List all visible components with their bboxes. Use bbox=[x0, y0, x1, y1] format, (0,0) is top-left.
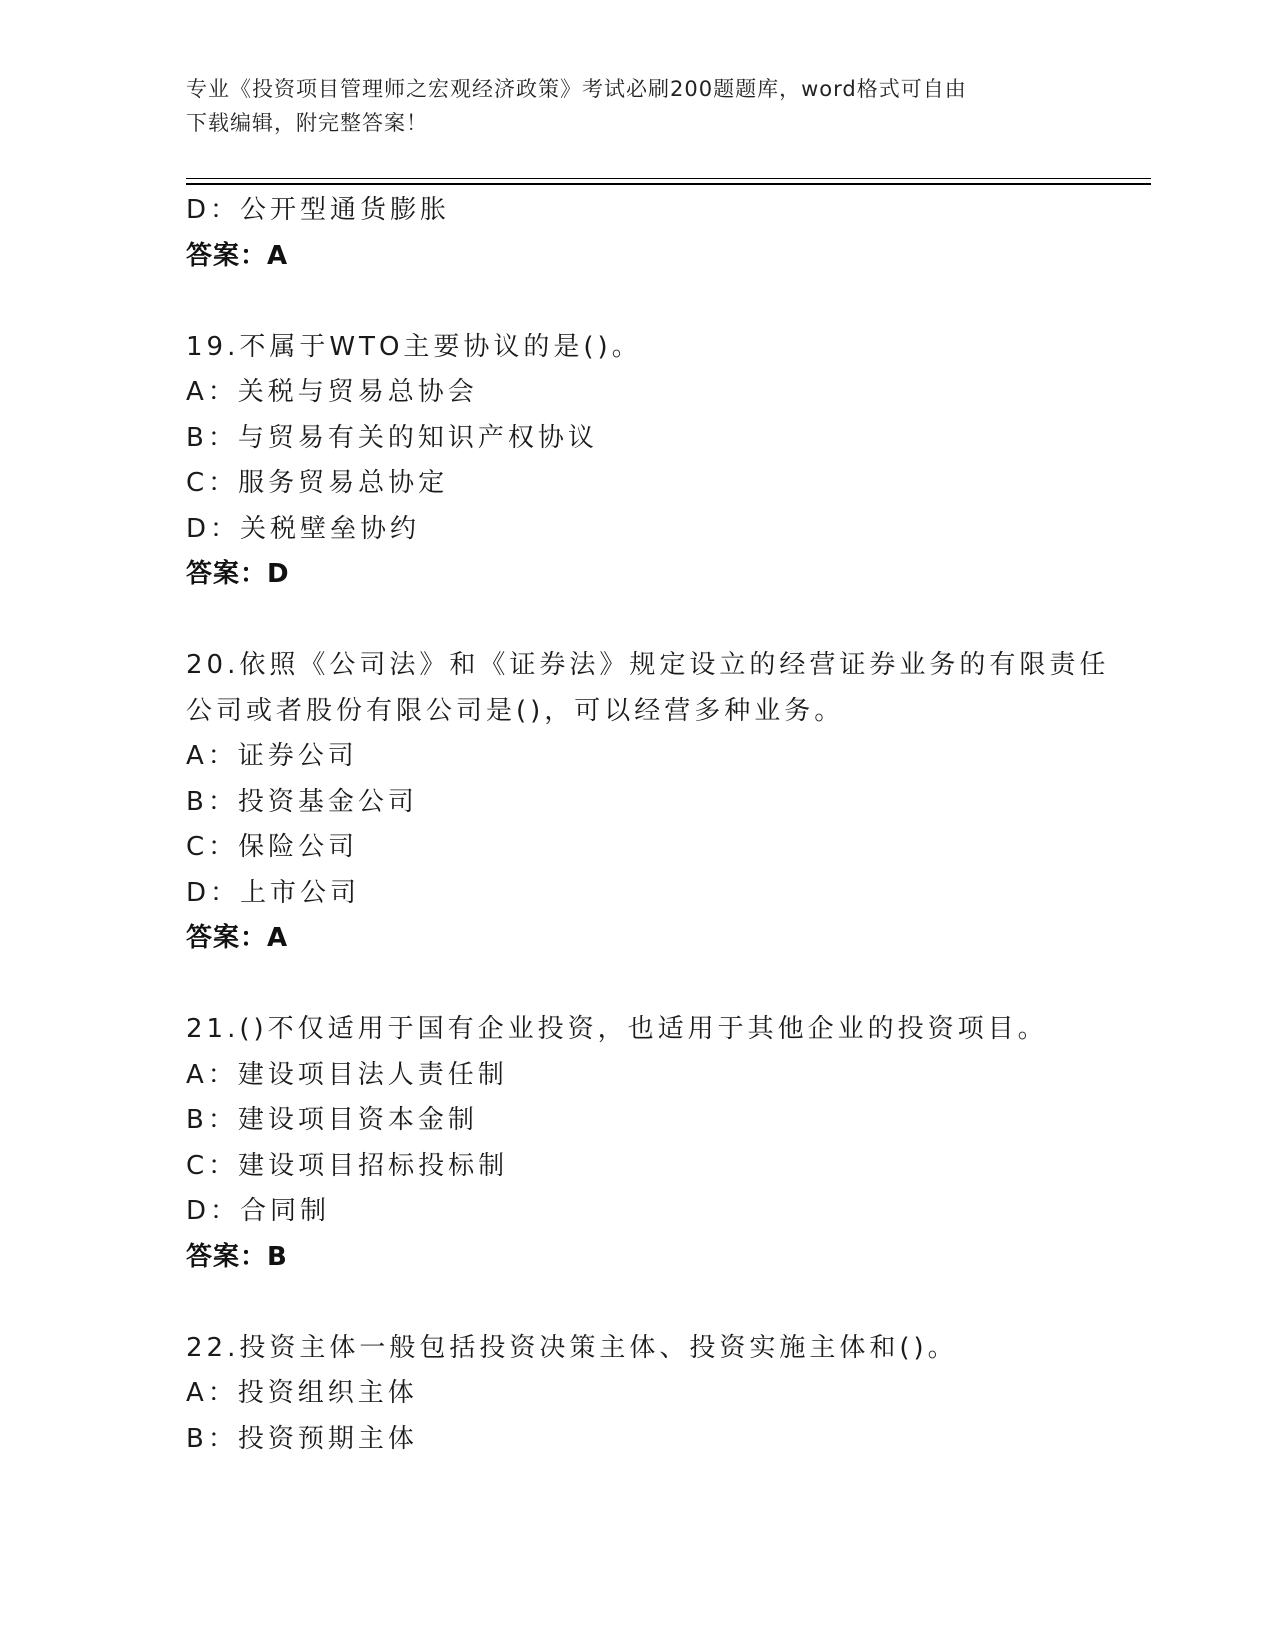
question-19 bbox=[186, 325, 1086, 598]
option-d: D：合同制 bbox=[186, 1196, 331, 1226]
option-c: C：保险公司 bbox=[186, 832, 359, 862]
question-22 bbox=[186, 1326, 1086, 1463]
option-c: C：建设项目招标投标制 bbox=[186, 1150, 509, 1181]
answer-line: 答案：A bbox=[186, 240, 289, 271]
option-a: A：证券公司 bbox=[186, 741, 358, 771]
header-line-1: 专业《投资项目管理师之宏观经济政策》考试必刷200题题库，word格式可自由 bbox=[186, 77, 967, 101]
option-d: D：关税壁垒协约 bbox=[186, 513, 421, 544]
question-text-line-2: 公司或者股份有限公司是()，可以经营多种业务。 bbox=[186, 695, 845, 726]
answer-line: 答案：B bbox=[186, 1241, 288, 1272]
question-text-line-1: 20.依照《公司法》和《证券法》规定设立的经营证券业务的有限责任 bbox=[186, 650, 1110, 680]
question-21 bbox=[186, 1007, 1086, 1280]
question-20 bbox=[186, 643, 1110, 962]
answer-line: 答案：D bbox=[186, 559, 290, 589]
option-a: A：关税与贸易总协会 bbox=[186, 377, 478, 407]
question-list bbox=[186, 188, 1110, 1462]
answer-line: 答案：A bbox=[186, 923, 289, 953]
option-d: D：公开型通货膨胀 bbox=[186, 195, 451, 225]
header-divider-thick bbox=[186, 183, 1151, 185]
option-b: B：投资基金公司 bbox=[186, 786, 418, 817]
document-header bbox=[186, 72, 1066, 140]
option-d: D：上市公司 bbox=[186, 877, 361, 908]
header-line-2: 下载编辑，附完整答案！ bbox=[186, 111, 428, 135]
option-b: B：建设项目资本金制 bbox=[186, 1105, 478, 1135]
option-c: C：服务贸易总协定 bbox=[186, 468, 449, 498]
header-divider-thin bbox=[186, 178, 1151, 179]
option-b: B：投资预期主体 bbox=[186, 1423, 418, 1454]
option-a: A：投资组织主体 bbox=[186, 1378, 418, 1408]
question-text: 22.投资主体一般包括投资决策主体、投资实施主体和()。 bbox=[186, 1332, 958, 1363]
question-text: 21.()不仅适用于国有企业投资，也适用于其他企业的投资项目。 bbox=[186, 1014, 1048, 1044]
option-b: B：与贸易有关的知识产权协议 bbox=[186, 422, 598, 453]
option-a: A：建设项目法人责任制 bbox=[186, 1059, 508, 1090]
question-text: 19.不属于WTO主要协议的是()。 bbox=[186, 331, 642, 362]
